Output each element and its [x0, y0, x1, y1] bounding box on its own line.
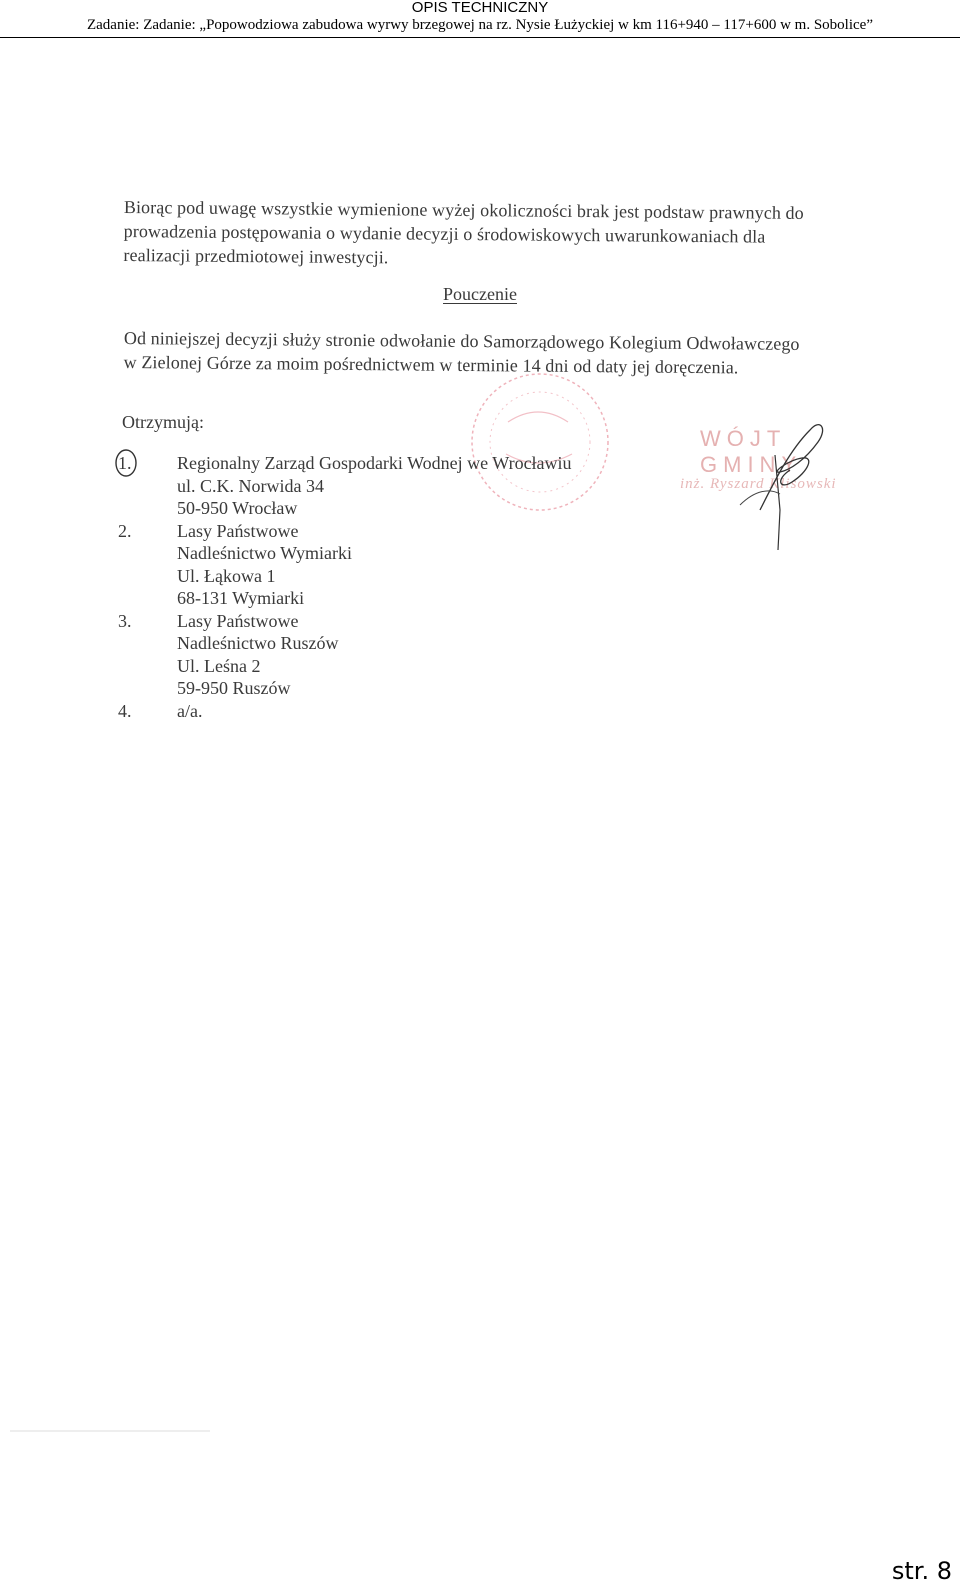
- address-line: Ul. Łąkowa 1: [177, 565, 276, 586]
- address-line: 68-131 Wymiarki: [177, 588, 305, 608]
- address-line: ul. C.K. Norwida 34: [177, 475, 324, 496]
- header-divider: [0, 37, 960, 38]
- paragraph-line: Od niniejszej decyzji służy stronie odwołanie do Samorządowego Kolegium Odwoławczego: [123, 327, 800, 354]
- address-line: Regionalny Zarząd Gospodarki Wodnej we Wrocławiu: [177, 453, 572, 473]
- paragraph-line: Biorąc pod uwagę wszystkie wymienione wyżej okoliczności brak jest podstaw prawnych do: [123, 196, 804, 223]
- handwritten-signature: [680, 410, 900, 560]
- paragraph-line: w Zielonej Górze za moim pośrednictwem w terminie 14 dni od daty jej doręczenia.: [123, 351, 739, 378]
- list-item: [118, 452, 638, 520]
- list-item: [118, 700, 638, 723]
- list-number: 2.: [118, 520, 132, 541]
- list-item: [118, 520, 638, 610]
- address-line: Nadleśnictwo Wymiarki: [177, 543, 353, 563]
- decision-paragraph: [123, 195, 864, 273]
- recipients-list: [118, 452, 638, 722]
- address-line: a/a.: [177, 700, 203, 721]
- page-number: str. 8: [891, 1557, 952, 1585]
- official-name-stamp: inż. Ryszard Klisowski: [680, 476, 837, 492]
- list-number: 1.: [118, 453, 132, 473]
- paragraph-line: prowadzenia postępowania o wydanie decyzji o środowiskowych uwarunkowaniach dla: [123, 220, 766, 247]
- recipients-heading: Otrzymują:: [122, 412, 204, 432]
- document-subtitle: Zadanie: Zadanie: „Popowodziowa zabudowa wyrwy brzegowej na rz. Nysie Łużyckiej w km 116+940 – 117+600 w m. Sobolice”: [86, 17, 873, 33]
- address-line: Nadleśnictwo Ruszów: [177, 633, 339, 653]
- address-line: Lasy Państwowe: [177, 520, 299, 541]
- scan-edge-mark: [10, 1430, 210, 1432]
- signature-block: [680, 410, 900, 560]
- list-item: [118, 610, 638, 700]
- address-line: Ul. Leśna 2: [177, 655, 261, 676]
- paragraph-line: realizacji przedmiotowej inwestycji.: [123, 244, 389, 268]
- page-header: [0, 0, 960, 34]
- address-line: 59-950 Ruszów: [177, 678, 291, 698]
- list-number: 4.: [118, 700, 132, 721]
- address-line: 50-950 Wrocław: [177, 498, 298, 518]
- document-title: OPIS TECHNICZNY: [411, 0, 549, 16]
- list-number: 3.: [118, 610, 132, 631]
- address-line: Lasy Państwowe: [177, 610, 299, 631]
- official-title-stamp: WÓJT GMINY: [700, 426, 803, 477]
- pouczenie-heading: Pouczenie: [443, 284, 517, 304]
